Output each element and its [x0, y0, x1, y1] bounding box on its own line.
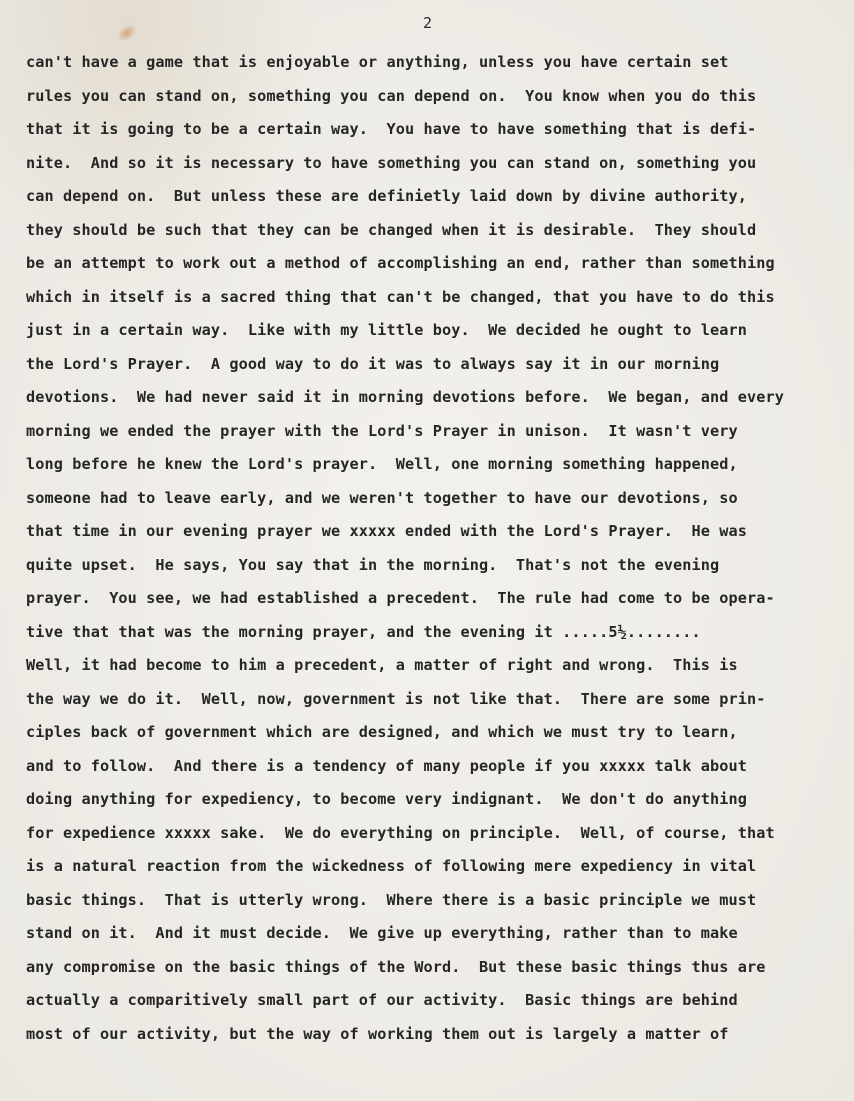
text-line: be an attempt to work out a method of accomplishing an end, rather than something — [26, 254, 775, 272]
text-line: the way we do it. Well, now, government is not like that. There are some prin- — [26, 689, 766, 708]
text-line: quite upset. He says, You say that in the morning. That's not the evening — [26, 555, 720, 574]
text-line: long before he knew the Lord's prayer. Well, one morning something happened, — [26, 455, 738, 473]
text-line: someone had to leave early, and we weren't together to have our devotions, so — [26, 488, 738, 507]
text-line: stand on it. And it must decide. We give up everything, rather than to make — [26, 924, 738, 942]
body-text — [26, 46, 850, 1051]
text-line: nite. And so it is necessary to have something you can stand on, something you — [26, 153, 757, 172]
text-line: just in a certain way. Like with my little boy. We decided he ought to learn — [26, 321, 748, 339]
text-line: ciples back of government which are designed, and which we must try to learn, — [26, 723, 738, 741]
text-line: is a natural reaction from the wickedness of following mere expediency in vital — [26, 857, 757, 875]
text-line: tive that that was the morning prayer, and the evening it .....5½........ — [26, 622, 701, 641]
text-line: any compromise on the basic things of the Word. But these basic things thus are — [26, 957, 766, 976]
text-line: morning we ended the prayer with the Lord's Prayer in unison. It wasn't very — [26, 421, 738, 440]
text-line: actually a comparitively small part of our activity. Basic things are behind — [26, 991, 738, 1009]
text-line: devotions. We had never said it in morning devotions before. We began, and every — [26, 388, 784, 406]
text-line: and to follow. And there is a tendency of many people if you xxxxx talk about — [26, 756, 748, 775]
text-line: can depend on. But unless these are definietly laid down by divine authority, — [26, 187, 748, 205]
text-line: prayer. You see, we had established a precedent. The rule had come to be opera- — [26, 589, 775, 607]
text-line: that time in our evening prayer we xxxxx ended with the Lord's Prayer. He was — [26, 522, 748, 540]
text-line: basic things. That is utterly wrong. Where there is a basic principle we must — [26, 890, 757, 909]
text-line: can't have a game that is enjoyable or anything, unless you have certain set — [26, 53, 729, 71]
text-line: rules you can stand on, something you can depend on. You know when you do this — [26, 86, 757, 105]
text-line: that it is going to be a certain way. You have to have something that is defi- — [26, 120, 757, 138]
text-line: for expedience xxxxx sake. We do everything on principle. Well, of course, that — [26, 823, 775, 842]
stain-mark — [114, 21, 140, 45]
text-line: Well, it had become to him a precedent, a matter of right and wrong. This is — [26, 656, 738, 674]
text-line: they should be such that they can be changed when it is desirable. They should — [26, 220, 757, 239]
text-line: the Lord's Prayer. A good way to do it was to always say it in our morning — [26, 354, 720, 373]
text-line: doing anything for expediency, to become very indignant. We don't do anything — [26, 790, 748, 808]
page-number: 2 — [423, 14, 433, 32]
text-line: most of our activity, but the way of working them out is largely a matter of — [26, 1024, 729, 1043]
text-line: which in itself is a sacred thing that can't be changed, that you have to do this — [26, 287, 775, 306]
